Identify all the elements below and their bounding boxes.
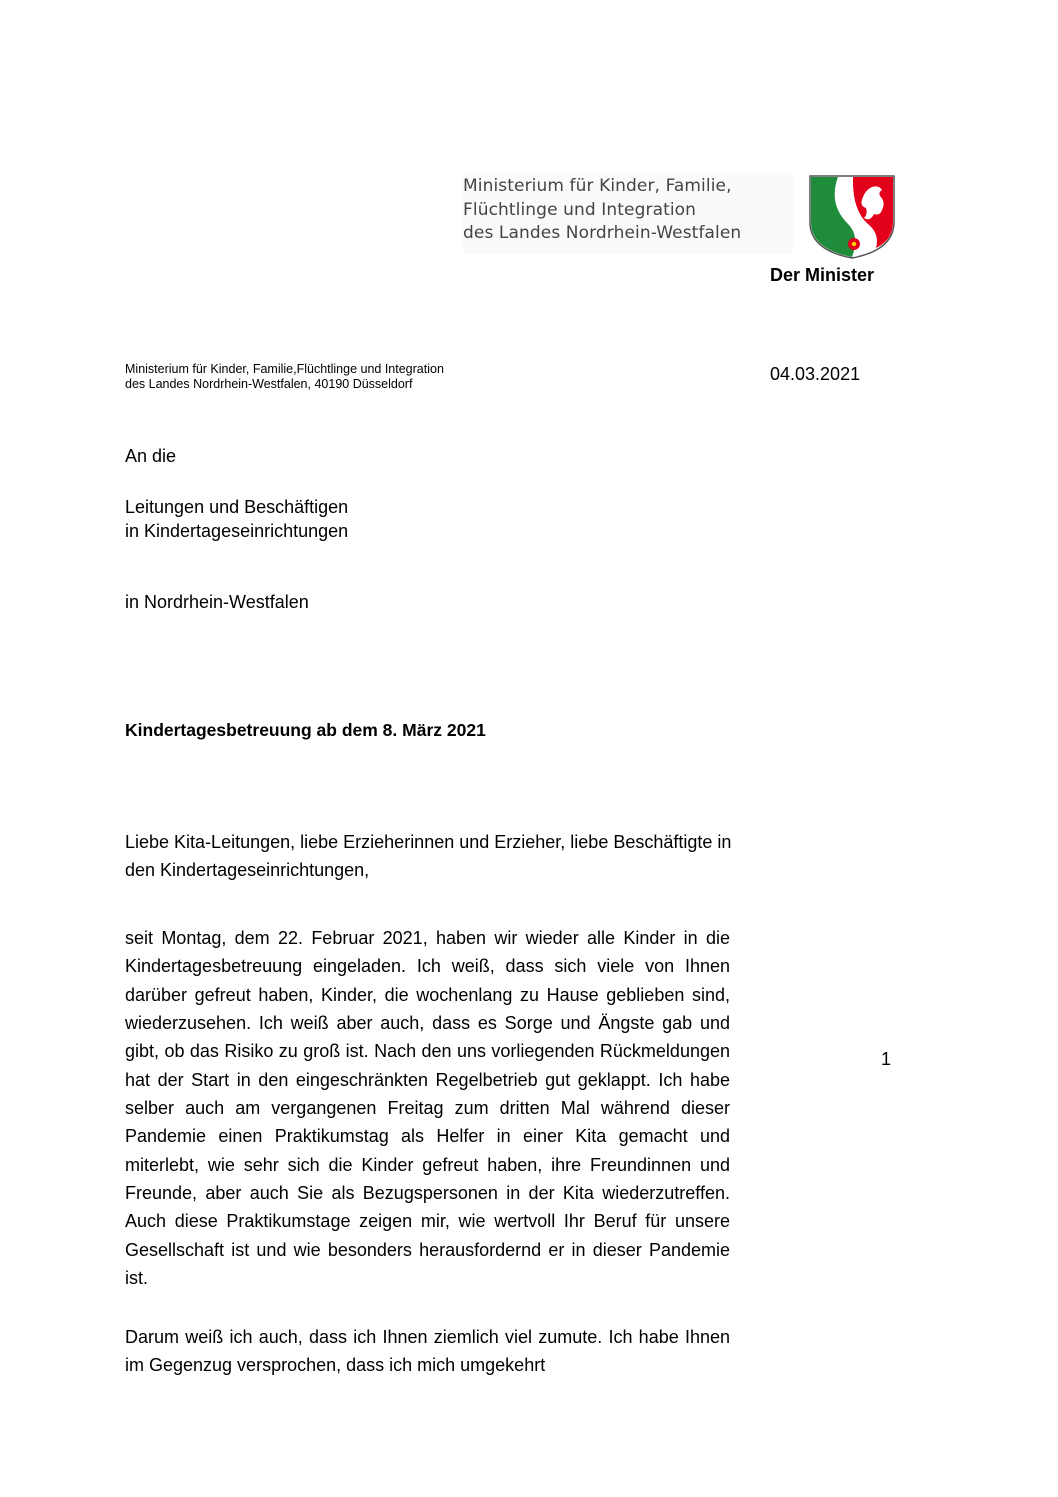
salutation: Liebe Kita-Leitungen, liebe Erzieherinnen und Erzieher, liebe Beschäftigte in den Kindertageseinrichtungen,	[125, 832, 732, 880]
ministry-name-line-2: Flüchtlinge und Integration	[463, 200, 697, 220]
letter-subject: Kindertagesbetreuung ab dem 8. März 2021	[125, 720, 486, 740]
sender-line-1: Ministerium für Kinder, Familie,Flüchtlinge und Integration	[125, 362, 444, 376]
sender-line-2: des Landes Nordrhein-Westfalen, 40190 Düsseldorf	[125, 377, 413, 391]
ministry-name-line-1: Ministerium für Kinder, Familie,	[463, 176, 732, 196]
body-paragraph-2: Darum weiß ich auch, dass ich Ihnen ziemlich viel zumute. Ich habe Ihnen im Gegenzug versprochen, dass ich mich umgekehrt	[125, 1327, 730, 1376]
sender-address	[125, 362, 444, 392]
letter-date: 04.03.2021	[770, 364, 861, 384]
ministry-letterhead	[463, 172, 793, 254]
recipient-line-3: in Kindertageseinrichtungen	[125, 521, 349, 541]
recipient-line-1: An die	[125, 446, 177, 466]
body-paragraph-1: seit Montag, dem 22. Februar 2021, haben wir wieder alle Kinder in die Kindertagesbetreuung eingeladen. Ich weiß, dass sich viele von Ihnen darüber gefreut haben, Kinder, die wochenlang zu Hause geblieben sind, wiederzusehen. Ich weiß aber auch, dass es Sorge und Ängste gab und gibt, ob das Risiko zu groß ist. Nach den uns vorliegenden Rückmeldungen hat der Start in den eingeschränkten Regelbetrieb gut geklappt. Ich habe selber auch am vergangenen Freitag zum dritten Mal während dieser Pandemie einen Praktikumstag als Helfer in einer Kita gemacht und miterlebt, wie sehr sich die Kinder gefreut haben, ihre Freundinnen und Freunde, aber auch Sie als Bezugspersonen in der Kita wiederzutreffen. Auch diese Praktikumstage zeigen mir, wie wertvoll Ihr Beruf für unsere Gesellschaft ist und wie besonders herausfordernd er in dieser Pandemie ist.	[125, 928, 730, 1289]
ministry-name-line-3: des Landes Nordrhein-Westfalen	[463, 223, 742, 243]
nrw-coat-of-arms-icon	[808, 174, 896, 260]
minister-title: Der Minister	[770, 265, 875, 285]
page-number: 1	[881, 1049, 892, 1069]
recipient-line-4: in Nordrhein-Westfalen	[125, 592, 309, 612]
recipient-line-2: Leitungen und Beschäftigen	[125, 497, 349, 517]
